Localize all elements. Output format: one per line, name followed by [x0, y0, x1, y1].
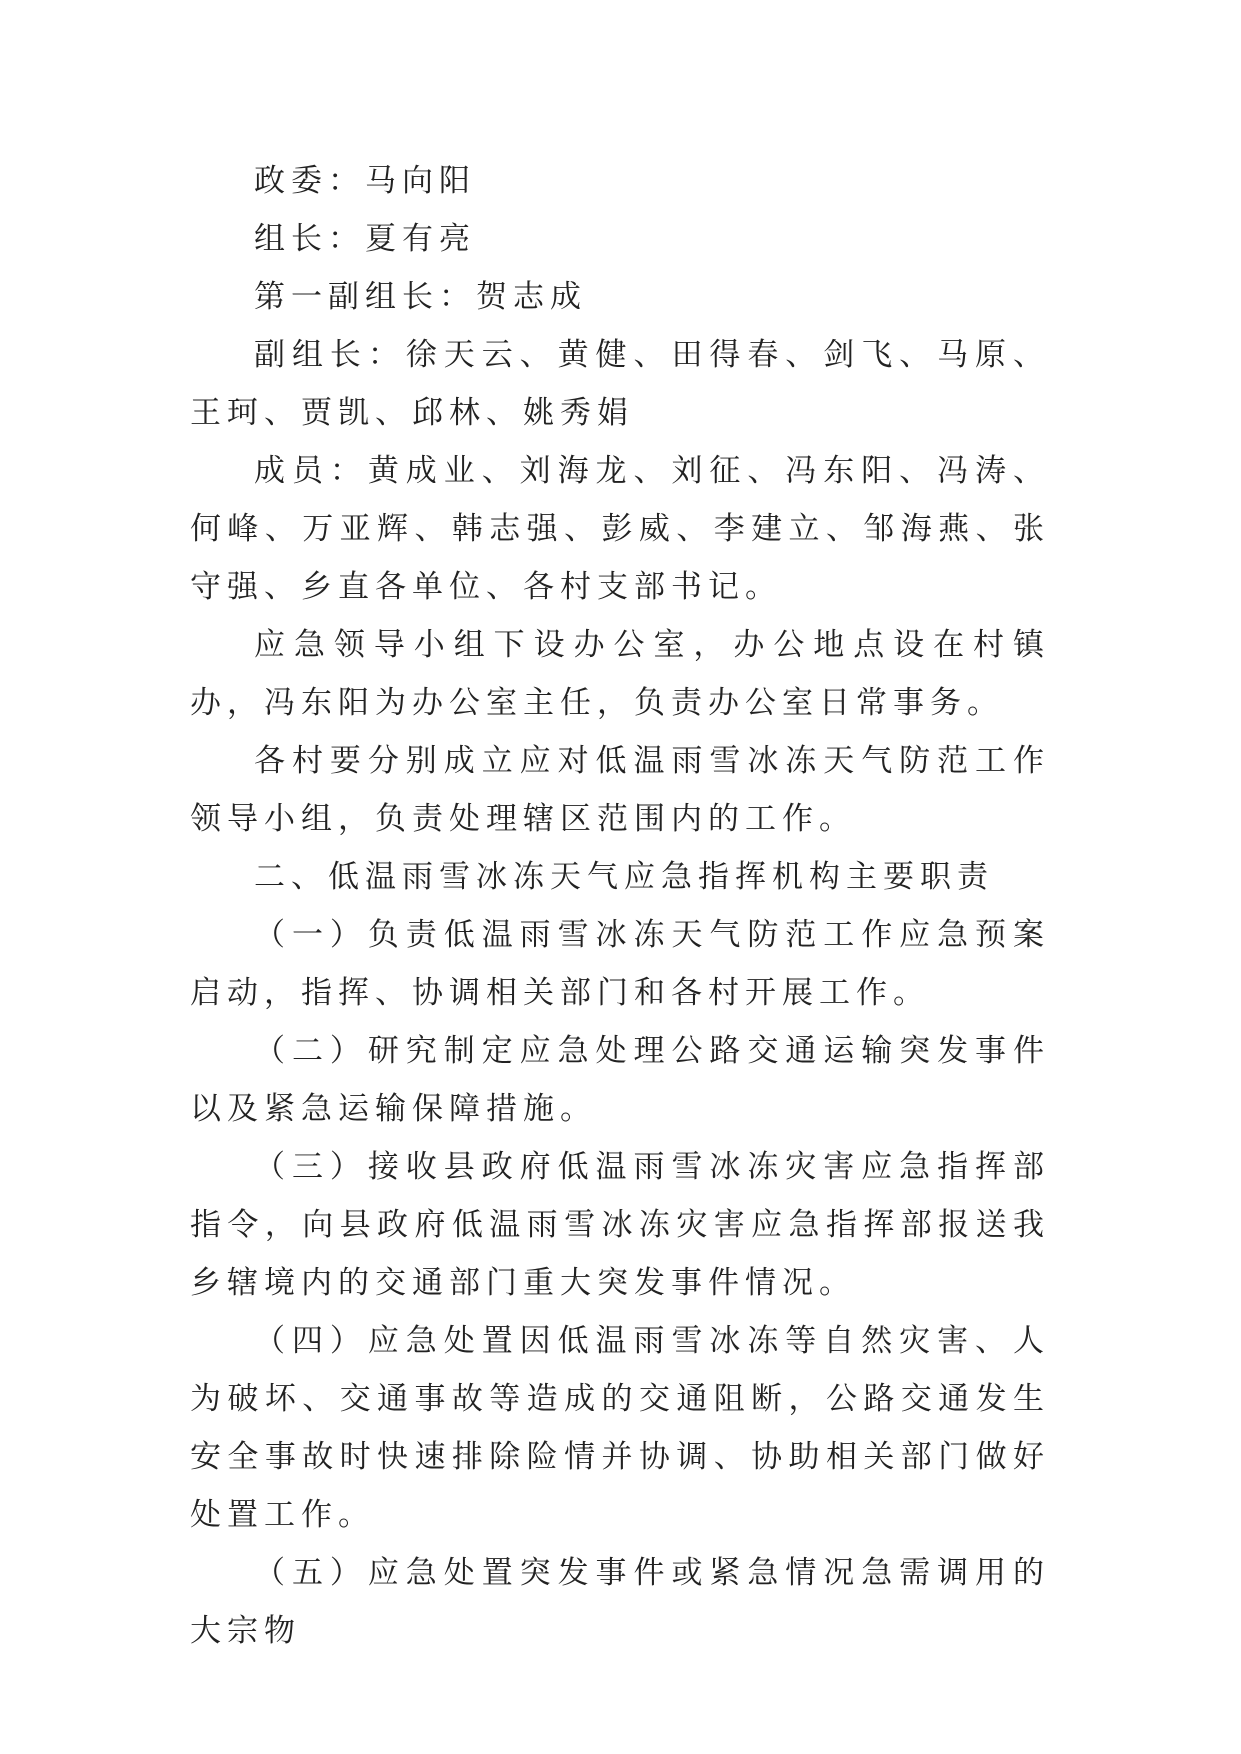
paragraph-duty-2: （二）研究制定应急处理公路交通运输突发事件以及紧急运输保障措施。: [190, 1033, 1050, 1127]
paragraph-village-groups: 各村要分别成立应对低温雨雪冰冻天气防范工作领导小组，负责处理辖区范围内的工作。: [190, 743, 1050, 837]
paragraph-group-leader: 组长：夏有亮: [254, 221, 476, 257]
paragraph-first-deputy-leader: 第一副组长：贺志成: [254, 279, 587, 315]
document-body: [190, 152, 1050, 1660]
paragraph-duty-1: （一）负责低温雨雪冰冻天气防范工作应急预案启动，指挥、协调相关部门和各村开展工作。: [190, 917, 1050, 1011]
paragraph-deputy-leaders: 副组长：徐天云、黄健、田得春、剑飞、马原、王珂、贾凯、邱林、姚秀娟: [190, 337, 1050, 431]
paragraph-duty-3: （三）接收县政府低温雨雪冰冻灾害应急指挥部指令，向县政府低温雨雪冰冻灾害应急指挥部报送我乡辖境内的交通部门重大突发事件情况。: [190, 1149, 1050, 1301]
paragraph-political-commissar: 政委：马向阳: [254, 163, 476, 199]
paragraph-duty-5: （五）应急处置突发事件或紧急情况急需调用的大宗物: [190, 1555, 1050, 1649]
paragraph-office: 应急领导小组下设办公室，办公地点设在村镇办，冯东阳为办公室主任，负责办公室日常事务。: [190, 627, 1050, 721]
paragraph-members: 成员：黄成业、刘海龙、刘征、冯东阳、冯涛、何峰、万亚辉、韩志强、彭威、李建立、邹海燕、张守强、乡直各单位、各村支部书记。: [190, 453, 1050, 605]
section-heading-duties: 二、低温雨雪冰冻天气应急指挥机构主要职责: [254, 859, 994, 895]
paragraph-duty-4: （四）应急处置因低温雨雪冰冻等自然灾害、人为破坏、交通事故等造成的交通阻断，公路交通发生安全事故时快速排除险情并协调、协助相关部门做好处置工作。: [190, 1323, 1050, 1533]
